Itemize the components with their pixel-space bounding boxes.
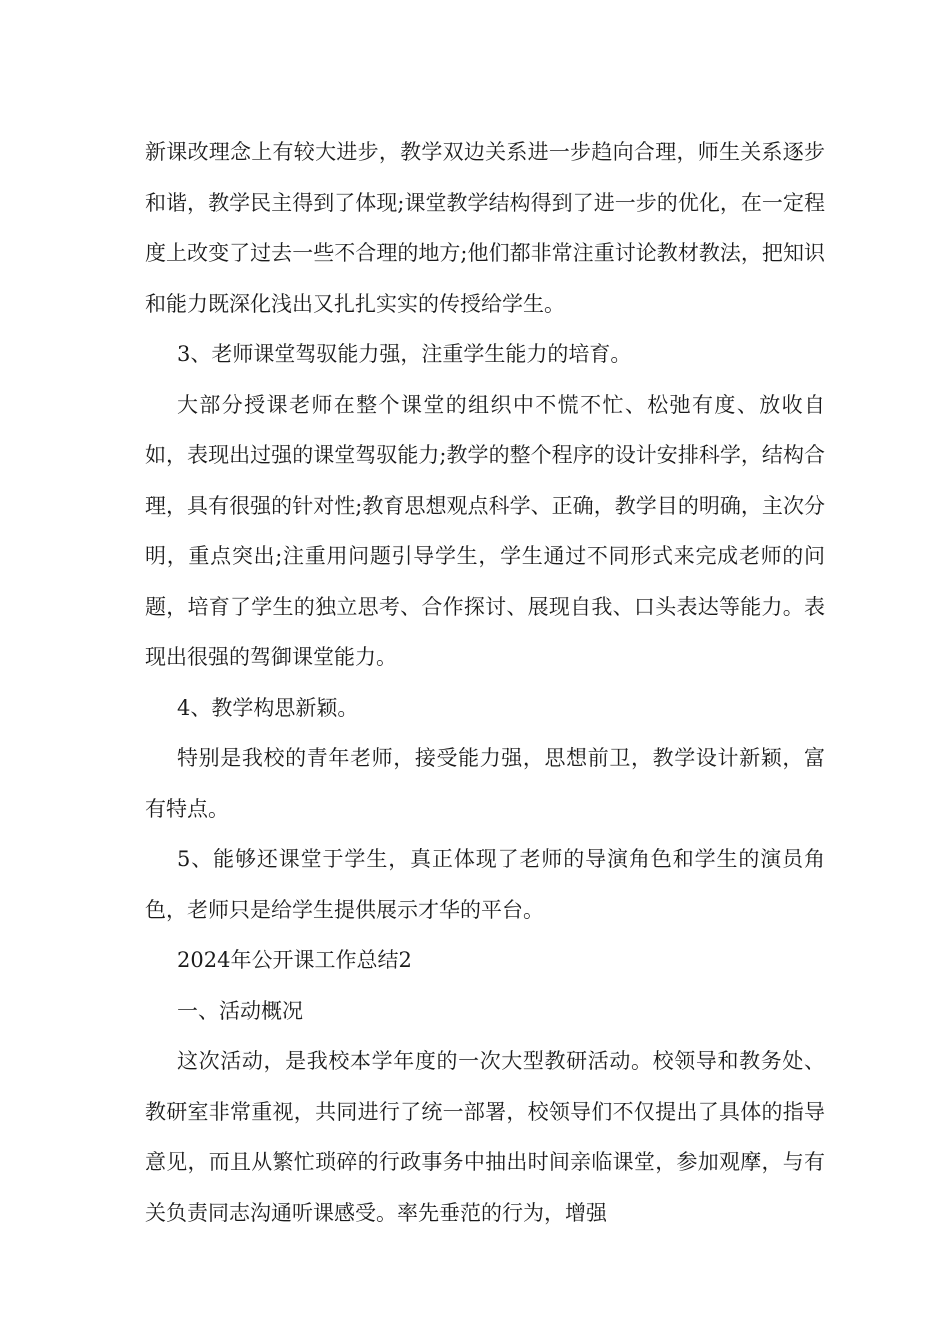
heading-point-3: 3、老师课堂驾驭能力强，注重学生能力的培育。 (177, 342, 632, 366)
paragraph-point-5: 5、能够还课堂于学生，真正体现了老师的导演角色和学生的演员角色，老师只是给学生提供展示才华的平台。 (145, 847, 825, 922)
paragraph-overview: 这次活动，是我校本学年度的一次大型教研活动。校领导和教务处、教研室非常重视，共同进行了统一部署，校领导们不仅提出了具体的指导意见，而且从繁忙琐碎的行政事务中抽出时间亲临课堂，参加观摩，与有关负责同志沟通听课感受。率先垂范的行为，增强 (145, 1049, 825, 1225)
paragraph-point-4: 特别是我校的青年老师，接受能力强，思想前卫，教学设计新颖，富有特点。 (145, 746, 825, 821)
document-body (145, 127, 825, 1238)
section-title: 2024年公开课工作总结2 (177, 948, 412, 972)
paragraph-point-3: 大部分授课老师在整个课堂的组织中不慌不忙、松弛有度、放收自如，表现出过强的课堂驾驭能力;教学的整个程序的设计安排科学，结构合理，具有很强的针对性;教育思想观点科学、正确，教学目的明确，主次分明，重点突出;注重用问题引导学生，学生通过不同形式来完成老师的问题，培育了学生的独立思考、合作探讨、展现自我、口头表达等能力。表现出很强的驾御课堂能力。 (145, 392, 825, 669)
paragraph-continuation: 新课改理念上有较大进步，教学双边关系进一步趋向合理，师生关系逐步和谐，教学民主得到了体现;课堂教学结构得到了进一步的优化，在一定程度上改变了过去一些不合理的地方;他们都非常注重讨论教材教法，把知识和能力既深化浅出又扎扎实实的传授给学生。 (145, 140, 825, 316)
heading-point-4: 4、教学构思新颖。 (177, 695, 359, 720)
section-heading-overview: 一、活动概况 (177, 998, 303, 1023)
